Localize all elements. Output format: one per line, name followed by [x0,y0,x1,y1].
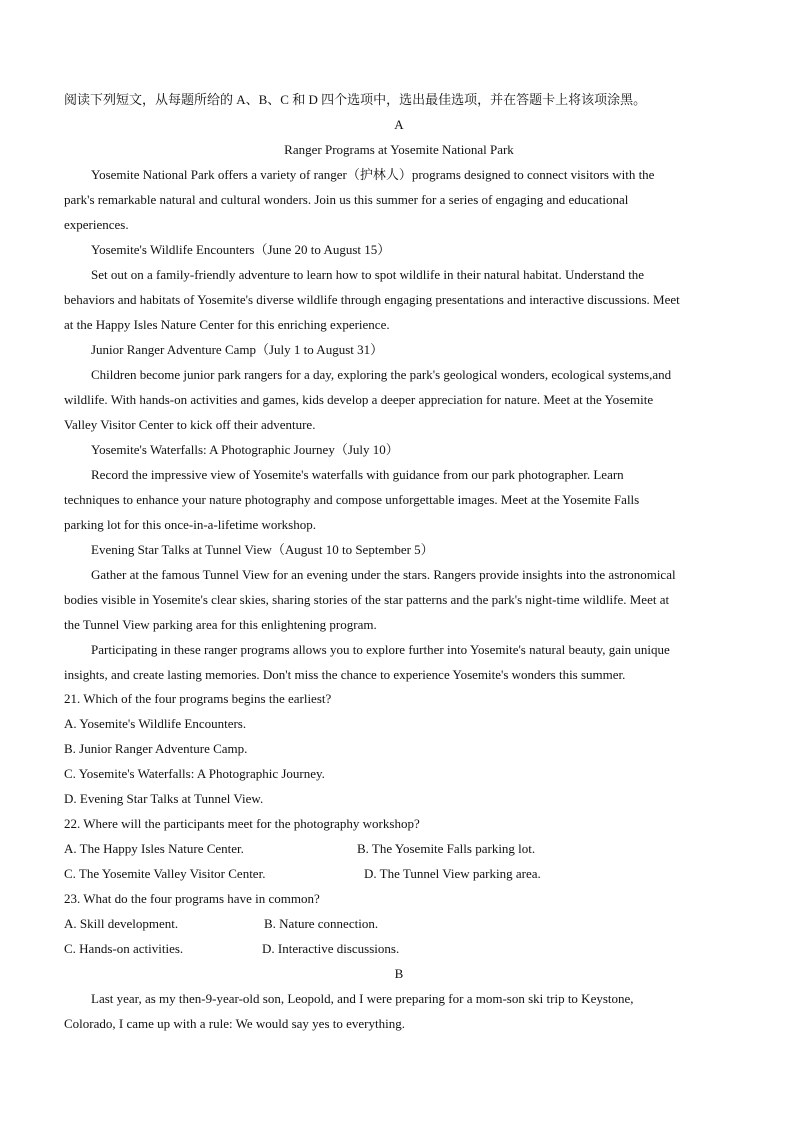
program-body-line: at the Happy Isles Nature Center for this enriching experience. [64,317,390,332]
question-23-option-c[interactable]: C. Hands-on activities. [64,941,184,956]
program-body-line: Valley Visitor Center to kick off their adventure. [64,417,316,432]
program-heading-junior-ranger: Junior Ranger Adventure Camp（July 1 to August 31） [91,342,384,357]
question-23-option-a[interactable]: A. Skill development. [64,916,179,931]
program-body-line: Set out on a family-friendly adventure to learn how to spot wildlife in their natural habitat. Understand the [91,267,645,282]
section-b-label: B [394,966,404,981]
passage-title: Ranger Programs at Yosemite National Park [284,142,514,157]
program-body-line: Gather at the famous Tunnel View for an evening under the stars. Rangers provide insights into the astronomical [91,567,676,582]
question-22-option-d[interactable]: D. The Tunnel View parking area. [364,866,541,881]
question-22-option-b[interactable]: B. The Yosemite Falls parking lot. [357,841,536,856]
passage-b-line: Colorado, I came up with a rule: We would say yes to everything. [64,1016,405,1031]
closing-line: insights, and create lasting memories. Don't miss the chance to experience Yosemite's wonders this summer. [64,667,626,682]
question-23-option-d[interactable]: D. Interactive discussions. [262,941,400,956]
question-23-option-b[interactable]: B. Nature connection. [264,916,379,931]
section-a-label: A [394,117,404,132]
question-22-option-a[interactable]: A. The Happy Isles Nature Center. [64,841,244,856]
intro-line: experiences. [64,217,129,232]
question-22-option-c[interactable]: C. The Yosemite Valley Visitor Center. [64,866,266,881]
program-heading-wildlife: Yosemite's Wildlife Encounters（June 20 to August 15） [91,242,391,257]
program-heading-waterfalls: Yosemite's Waterfalls: A Photographic Journey（July 10） [91,442,399,457]
question-21-stem: 21. Which of the four programs begins the earliest? [64,691,332,706]
program-body-line: the Tunnel View parking area for this enlightening program. [64,617,377,632]
program-body-line: parking lot for this once-in-a-lifetime workshop. [64,517,316,532]
program-body-line: Children become junior park rangers for a day, exploring the park's geological wonders, ecological systems,and [91,367,672,382]
question-21-option-c[interactable]: C. Yosemite's Waterfalls: A Photographic Journey. [64,766,325,781]
question-23-stem: 23. What do the four programs have in common? [64,891,320,906]
intro-line: park's remarkable natural and cultural wonders. Join us this summer for a series of engaging and educational [64,192,629,207]
passage-b-line: Last year, as my then-9-year-old son, Leopold, and I were preparing for a mom-son ski trip to Keystone, [91,991,634,1006]
question-21-option-b[interactable]: B. Junior Ranger Adventure Camp. [64,741,248,756]
program-body-line: wildlife. With hands-on activities and games, kids develop a deeper appreciation for nature. Meet at the Yosemite [64,392,654,407]
question-22-stem: 22. Where will the participants meet for the photography workshop? [64,816,420,831]
instruction-text: 阅读下列短文，从每题所给的 A、B、C 和 D 四个选项中，选出最佳选项，并在答题卡上将该项涂黑。 [64,92,647,107]
program-body-line: bodies visible in Yosemite's clear skies, sharing stories of the star patterns and the park's night-time wildlife. Meet at [64,592,670,607]
program-body-line: techniques to enhance your nature photography and compose unforgettable images. Meet at the Yosemite Falls [64,492,640,507]
question-21-option-d[interactable]: D. Evening Star Talks at Tunnel View. [64,791,264,806]
program-body-line: behaviors and habitats of Yosemite's diverse wildlife through engaging presentations and interactive discussions. Meet [64,292,680,307]
question-21-option-a[interactable]: A. Yosemite's Wildlife Encounters. [64,716,247,731]
program-heading-star-talks: Evening Star Talks at Tunnel View（August 10 to September 5） [91,542,434,557]
program-body-line: Record the impressive view of Yosemite's waterfalls with guidance from our park photographer. Learn [91,467,624,482]
closing-line: Participating in these ranger programs allows you to explore further into Yosemite's natural beauty, gain unique [91,642,670,657]
intro-line: Yosemite National Park offers a variety of ranger（护林人）programs designed to connect visitors with the [91,167,655,182]
